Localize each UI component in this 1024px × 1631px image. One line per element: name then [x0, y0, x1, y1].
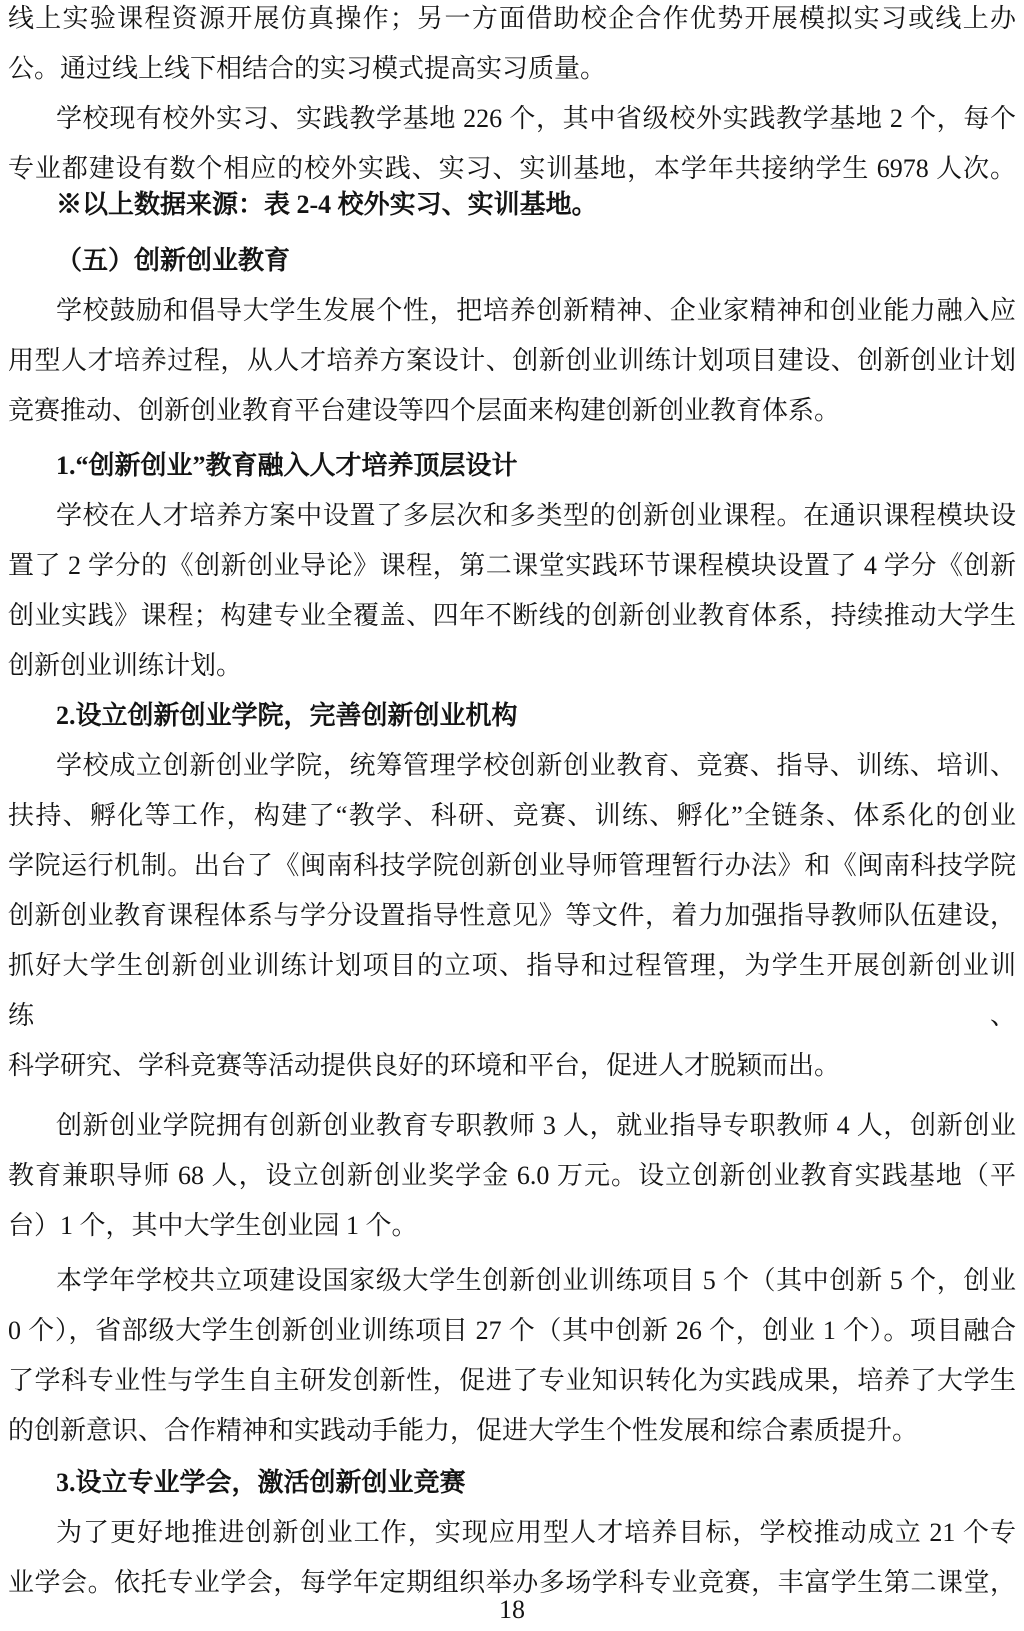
text-line: 学院运行机制。出台了《闽南科技学院创新创业导师管理暂行办法》和《闽南科技学院	[8, 851, 1016, 880]
text-line: 置了 2 学分的《创新创业导论》课程，第二课堂实践环节课程模块设置了 4 学分《创新	[8, 551, 1016, 580]
paragraph	[8, 0, 1016, 94]
text-line: 扶持、孵化等工作，构建了“教学、科研、竞赛、训练、孵化”全链条、体系化的创业	[8, 801, 1016, 830]
text-line: 学校现有校外实习、实践教学基地 226 个，其中省级校外实践教学基地 2 个，每个	[56, 104, 1016, 133]
paragraph	[8, 1508, 1016, 1608]
heading-text: （五）创新创业教育	[56, 246, 291, 275]
text-line: 业学会。依托专业学会，每学年定期组织举办多场学科专业竞赛，丰富学生第二课堂，	[8, 1568, 1016, 1597]
text-line: 创业实践》课程；构建专业全覆盖、四年不断线的创新创业教育体系，持续推动大学生	[8, 601, 1016, 630]
paragraph	[8, 1256, 1016, 1456]
text-line: 线上实验课程资源开展仿真操作；另一方面借助校企合作优势开展模拟实习或线上办	[8, 4, 1016, 33]
text-line: 学校成立创新创业学院，统筹管理学校创新创业教育、竞赛、指导、训练、培训、	[56, 751, 1016, 780]
subsection-heading-1	[8, 441, 1016, 491]
paragraph	[8, 1101, 1016, 1251]
text-line: 创新创业教育课程体系与学分设置指导性意见》等文件，着力加强指导教师队伍建设，	[8, 901, 1016, 930]
paragraph	[8, 741, 1016, 1091]
heading-text: 1.“创新创业”教育融入人才培养顶层设计	[56, 451, 518, 480]
text-line: 竞赛推动、创新创业教育平台建设等四个层面来构建创新创业教育体系。	[8, 396, 841, 425]
text-line: 的创新意识、合作精神和实践动手能力，促进大学生个性发展和综合素质提升。	[8, 1416, 919, 1445]
heading-text: 2.设立创新创业学院，完善创新创业机构	[56, 701, 518, 730]
text-line: 学校鼓励和倡导大学生发展个性，把培养创新精神、企业家精神和创业能力融入应	[56, 296, 1016, 325]
text-line: 抓好大学生创新创业训练计划项目的立项、指导和过程管理，为学生开展创新创业训练、	[8, 951, 1016, 1030]
page-number: 18	[499, 1595, 525, 1624]
text-line: 科学研究、学科竞赛等活动提供良好的环境和平台，促进人才脱颖而出。	[8, 1051, 841, 1080]
text-line: 为了更好地推进创新创业工作，实现应用型人才培养目标，学校推动成立 21 个专	[56, 1518, 1016, 1547]
text-line: 创新创业学院拥有创新创业教育专职教师 3 人，就业指导专职教师 4 人，创新创业	[56, 1111, 1016, 1140]
text-line: 0 个），省部级大学生创新创业训练项目 27 个（其中创新 26 个，创业 1 个）。项目融合	[8, 1316, 1016, 1345]
paragraph	[8, 286, 1016, 436]
text-line: 教育兼职导师 68 人，设立创新创业奖学金 6.0 万元。设立创新创业教育实践基地（平	[8, 1161, 1016, 1190]
text-line: 专业都建设有数个相应的校外实践、实习、实训基地，本学年共接纳学生 6978 人次。	[8, 154, 1016, 183]
text-line: ※以上数据来源：表 2-4 校外实习、实训基地。	[56, 190, 598, 219]
paragraph	[8, 491, 1016, 691]
text-line: 公。通过线上线下相结合的实习模式提高实习质量。	[8, 54, 607, 83]
text-line: 学校在人才培养方案中设置了多层次和多类型的创新创业课程。在通识课程模块设	[56, 501, 1016, 530]
text-line: 了学科专业性与学生自主研发创新性，促进了专业知识转化为实践成果，培养了大学生	[8, 1366, 1016, 1395]
text-line: 用型人才培养过程，从人才培养方案设计、创新创业训练计划项目建设、创新创业计划	[8, 346, 1016, 375]
paragraph	[8, 94, 1016, 194]
heading-text: 3.设立专业学会，激活创新创业竞赛	[56, 1468, 466, 1497]
text-line: 创新创业训练计划。	[8, 651, 243, 680]
section-heading	[8, 236, 1016, 286]
text-line: 本学年学校共立项建设国家级大学生创新创业训练项目 5 个（其中创新 5 个，创业	[56, 1266, 1016, 1295]
subsection-heading-2	[8, 691, 1016, 741]
subsection-heading-3	[8, 1458, 1016, 1508]
text-line: 台）1 个，其中大学生创业园 1 个。	[8, 1211, 418, 1240]
